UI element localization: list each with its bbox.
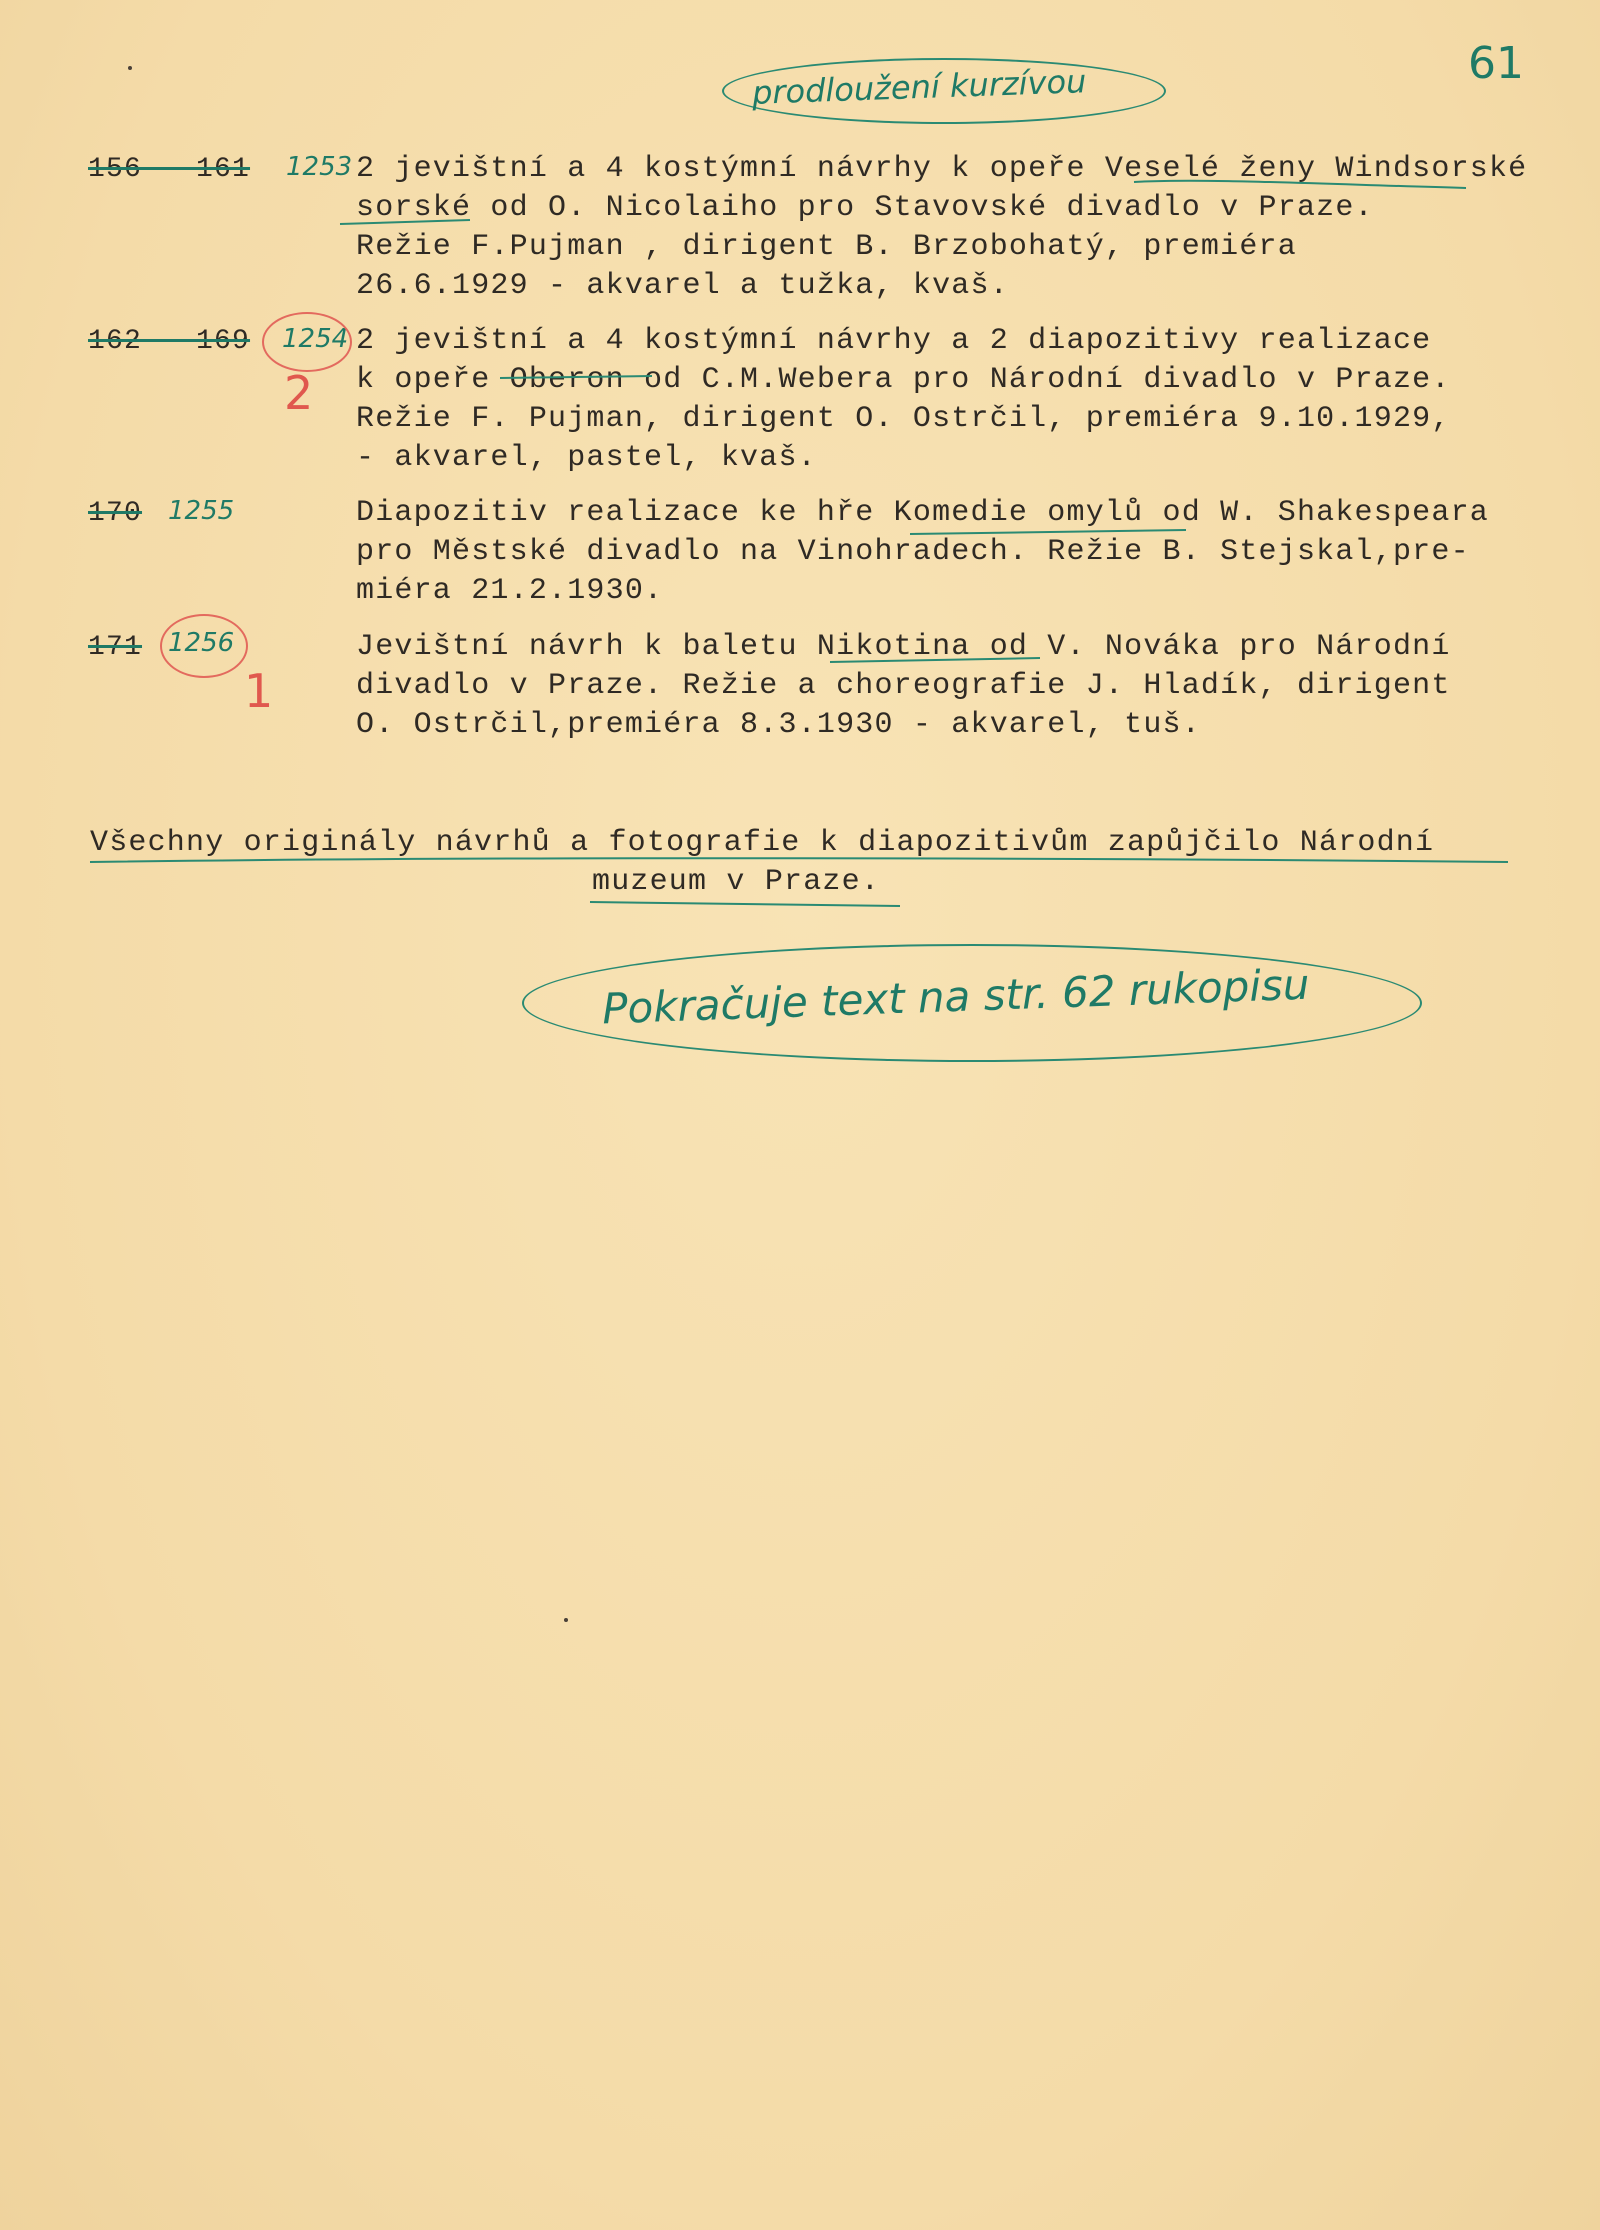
entry-3-new-number: 1255 — [168, 496, 235, 526]
entry-3-old-number: 170 — [88, 498, 143, 529]
entry-4-old-number: 171 — [88, 632, 143, 663]
entry-1-old-number: 156 - 161 — [88, 154, 251, 185]
entry-2-red-mark: 2 — [284, 366, 314, 420]
entry-1-line-3: Režie F.Pujman , dirigent B. Brzobohatý, premiéra — [356, 230, 1297, 264]
header-note: prodloužení kurzívou — [751, 62, 1087, 112]
entry-1-line-4: 26.6.1929 - akvarel a tužka, kvaš. — [356, 269, 1009, 303]
entry-1-line-2: sorské od O. Nicolaiho pro Stavovské divadlo v Praze. — [356, 191, 1374, 225]
entry-2-line-4: - akvarel, pastel, kvaš. — [356, 441, 817, 475]
entry-3-line-3: miéra 21.2.1930. — [356, 574, 664, 608]
entry-2-new-number: 1254 — [282, 324, 349, 354]
entry-4-line-2: divadlo v Praze. Režie a choreografie J. Hladík, dirigent — [356, 669, 1451, 703]
entry-1-new-number: 1253 — [286, 152, 353, 182]
entry-4-red-mark: 1 — [244, 664, 274, 718]
entry-3-line-1: Diapozitiv realizace ke hře Komedie omylů od W. Shakespeara — [356, 496, 1489, 530]
footer-note-line-2: muzeum v Praze. — [592, 865, 881, 899]
footer-note-line-1: Všechny originály návrhů a fotografie k diapozitivům zapůjčilo Národní — [90, 826, 1435, 860]
entry-4-line-1: Jevištní návrh k baletu Nikotina od V. Nováka pro Národní — [356, 630, 1451, 664]
entry-3-line-2: pro Městské divadlo na Vinohradech. Režie B. Stejskal,pre- — [356, 535, 1470, 569]
entry-1-line-1: 2 jevištní a 4 kostýmní návrhy k opeře Veselé ženy Windsorské — [356, 152, 1528, 186]
page-number: 61 — [1468, 38, 1524, 89]
entry-2-line-3: Režie F. Pujman, dirigent O. Ostrčil, premiéra 9.10.1929, — [356, 402, 1451, 436]
entry-2-old-number: 162 - 169 — [88, 326, 251, 357]
entry-2-line-2: k opeře Oberon od C.M.Webera pro Národní divadlo v Praze. — [356, 363, 1451, 397]
entry-2-line-1: 2 jevištní a 4 kostýmní návrhy a 2 diapozitivy realizace — [356, 324, 1432, 358]
entry-4-new-number: 1256 — [168, 628, 235, 658]
continuation-note: Pokračuje text na str. 62 rukopisu — [601, 959, 1311, 1034]
entry-4-line-3: O. Ostrčil,premiéra 8.3.1930 - akvarel, tuš. — [356, 708, 1201, 742]
